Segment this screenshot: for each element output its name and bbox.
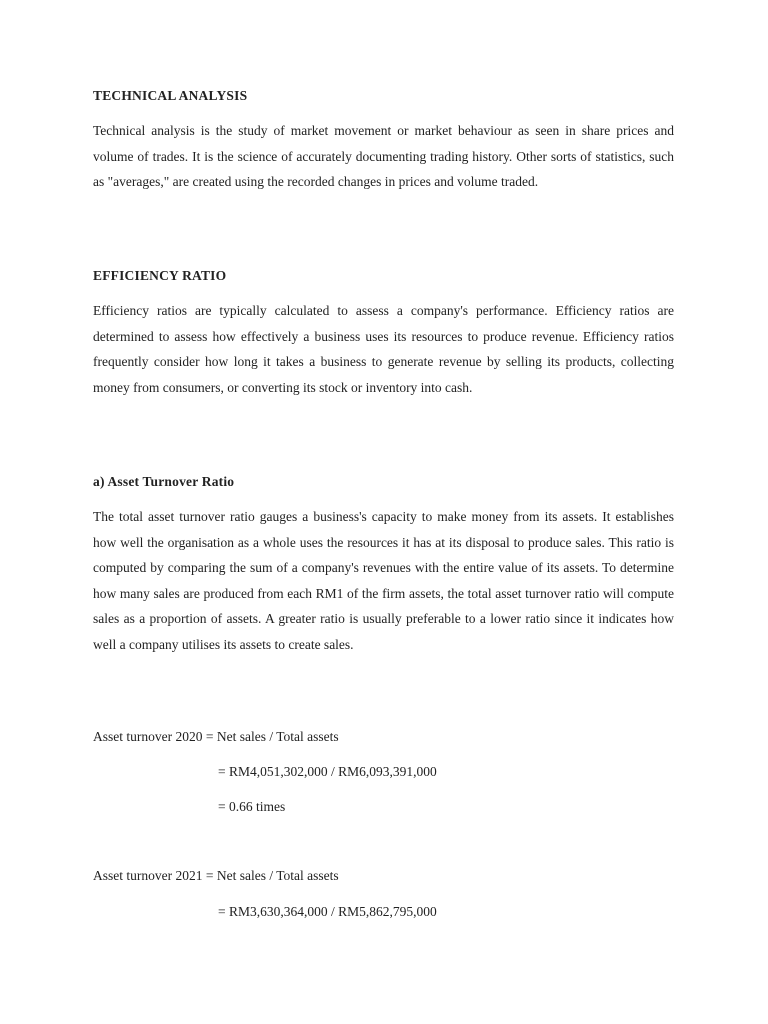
technical-analysis-paragraph: Technical analysis is the study of market movement or market behaviour as seen in share prices and volume of trades. It is the science of accurately documenting trading history. Other sorts of statistics, such as "averages," are created using the recorded changes in prices and volume traded.: [93, 123, 674, 189]
asset-turnover-2020-values: = RM4,051,302,000 / RM6,093,391,000: [218, 764, 437, 779]
asset-turnover-heading: a) Asset Turnover Ratio: [93, 474, 235, 489]
asset-turnover-2021-formula: Asset turnover 2021 = Net sales / Total assets: [93, 868, 339, 883]
technical-analysis-heading: TECHNICAL ANALYSIS: [93, 88, 248, 103]
asset-turnover-2020-formula: Asset turnover 2020 = Net sales / Total assets: [93, 729, 339, 744]
asset-turnover-2021-values: = RM3,630,364,000 / RM5,862,795,000: [218, 904, 437, 919]
asset-turnover-paragraph: The total asset turnover ratio gauges a business's capacity to make money from its assets. It establishes how well the organisation as a whole uses the resources it has at its disposal to produce sales. This ratio is computed by comparing the sum of a company's revenues with the entire value of its assets. To determine how many sales are produced from each RM1 of the firm assets, the total asset turnover ratio will compute sales as a proportion of assets. A greater ratio is usually preferable to a lower ratio since it indicates how well a company utilises its assets to create sales.: [93, 509, 674, 652]
asset-turnover-2020-result: = 0.66 times: [218, 799, 286, 814]
efficiency-ratio-paragraph: Efficiency ratios are typically calculated to assess a company's performance. Efficiency ratios are determined to assess how effectively a business uses its resources to produce revenue. Efficiency ratios frequently consider how long it takes a business to generate revenue by selling its products, collecting money from consumers, or converting its stock or inventory into cash.: [93, 303, 674, 395]
efficiency-ratio-heading: EFFICIENCY RATIO: [93, 268, 227, 283]
